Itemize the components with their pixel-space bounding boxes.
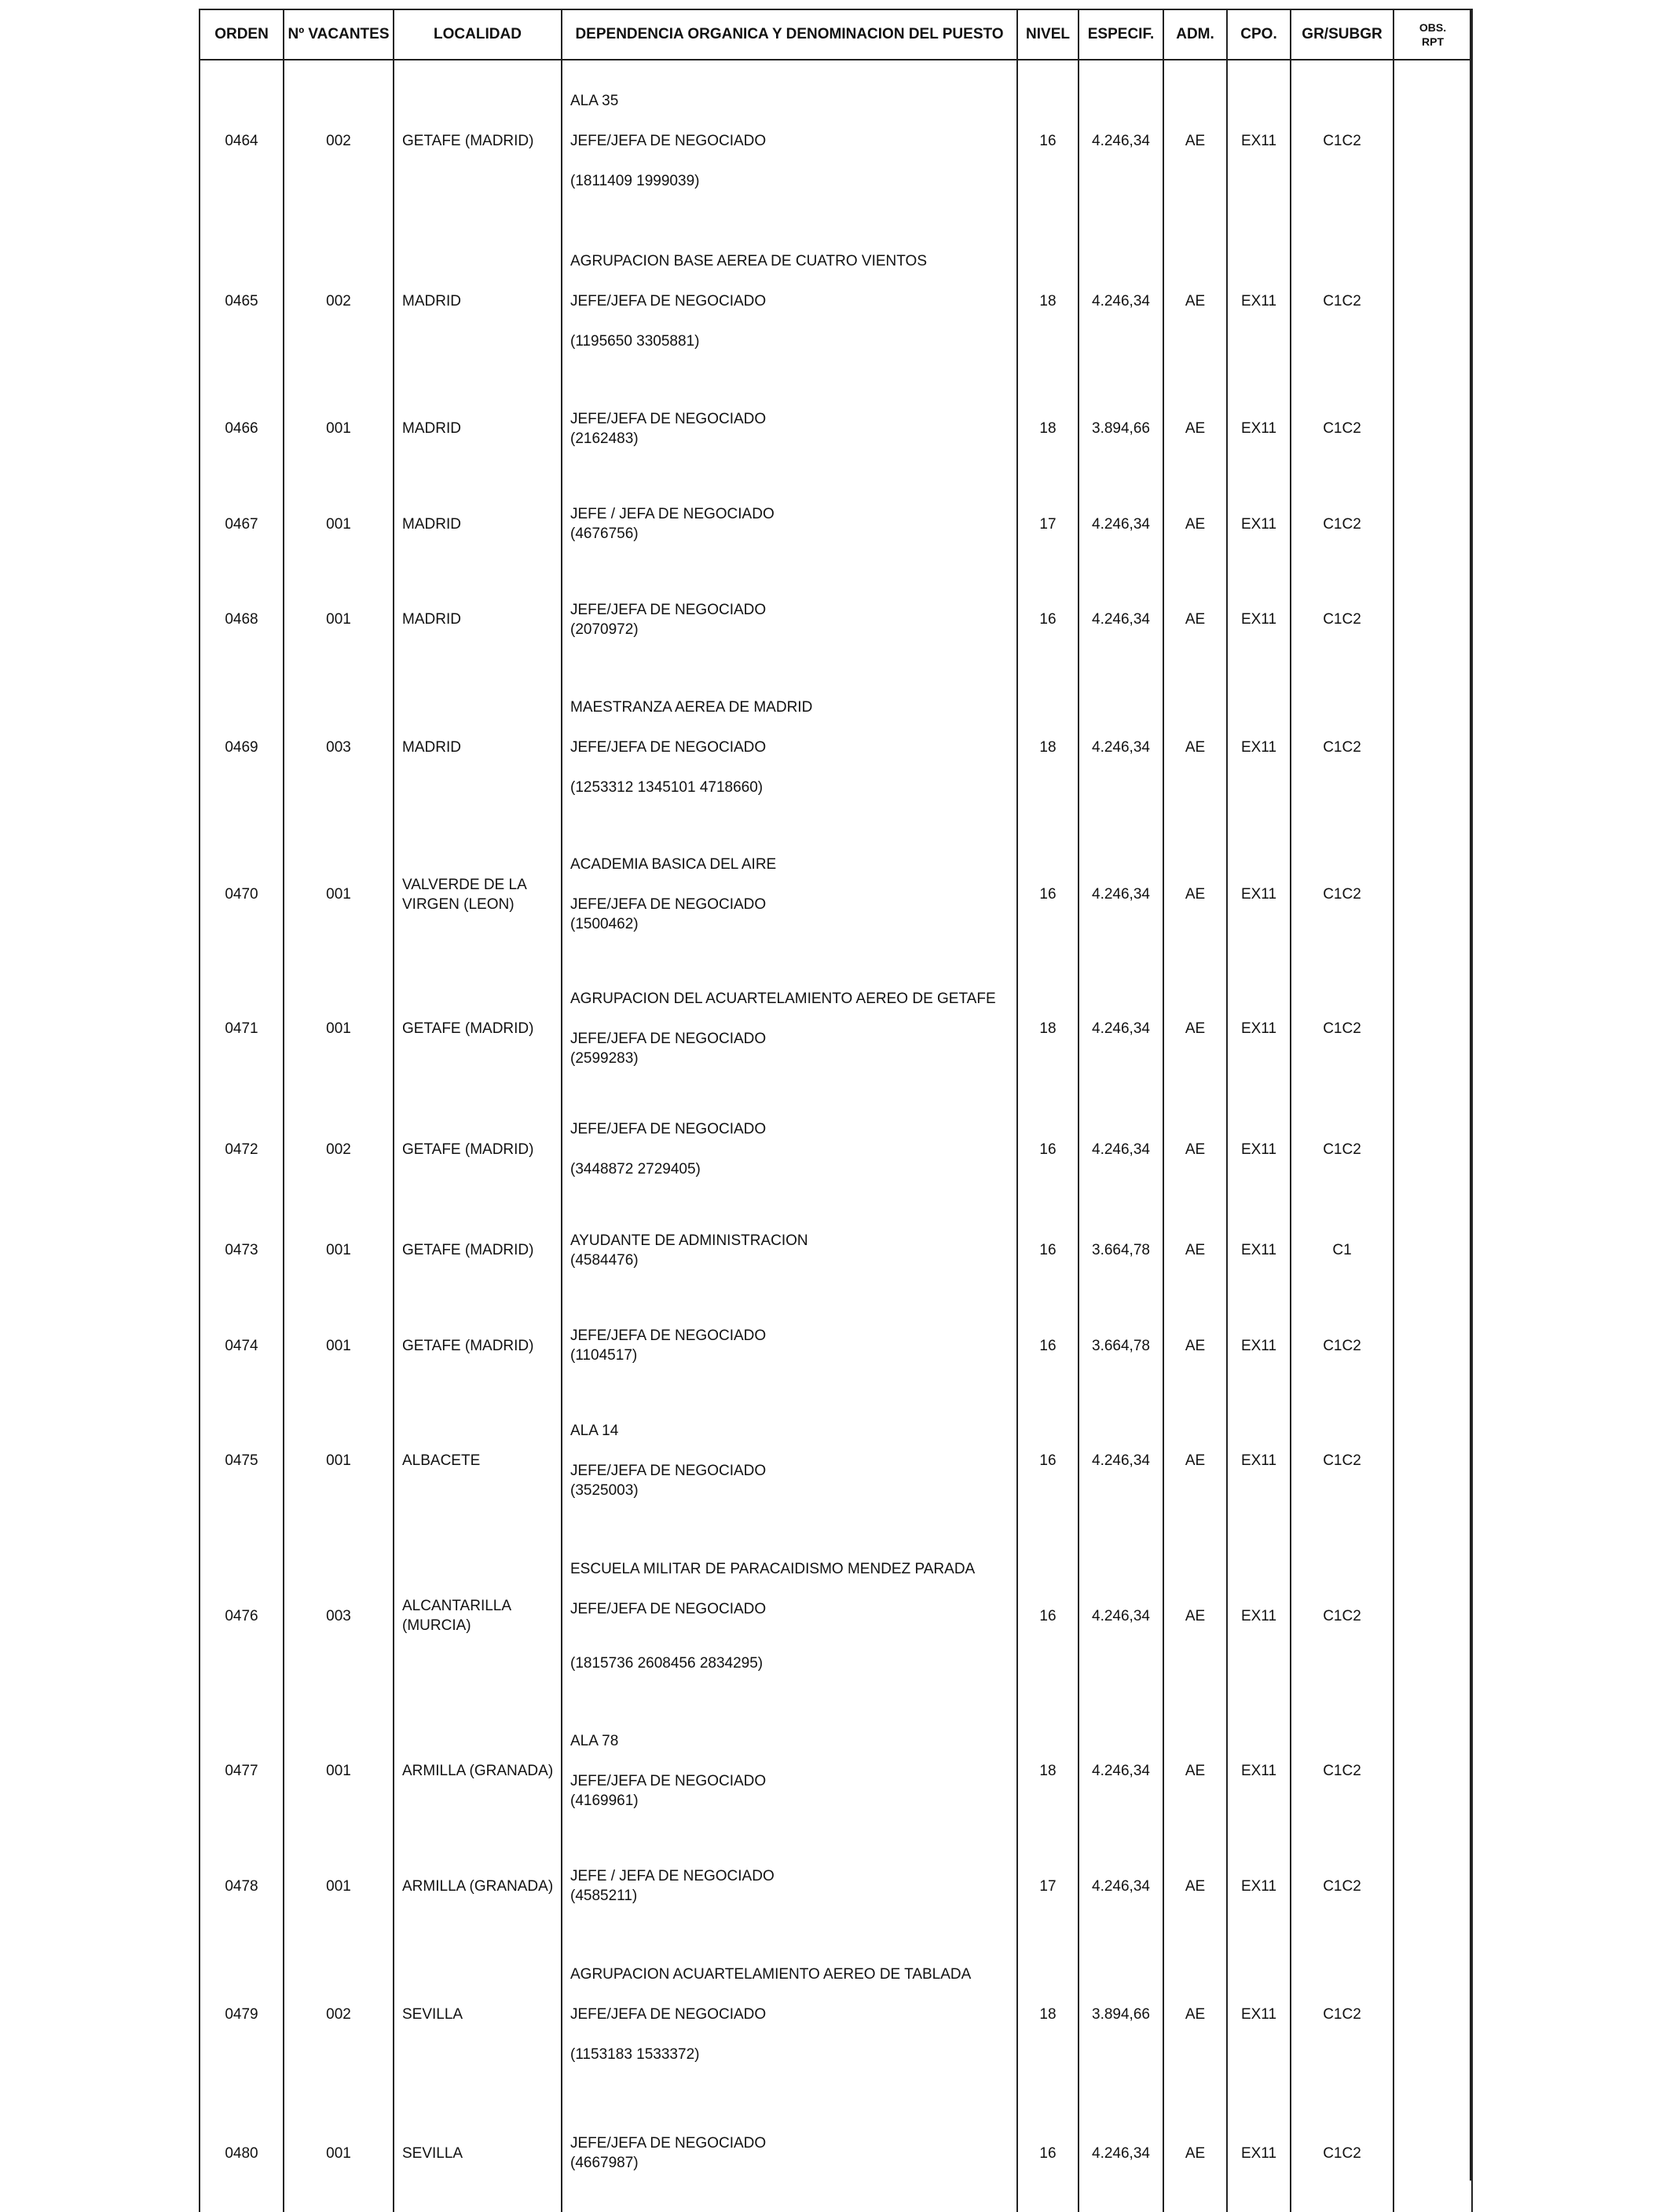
puesto-codes: (1500462) [570,916,639,932]
cell-grsubgr: C1C2 [1291,221,1393,381]
table-row [200,961,1472,1096]
cell-localidad: GETAFE (MADRID) [394,1298,562,1393]
dependencia-unit: ACADEMIA BASICA DEL AIRE [570,856,777,873]
cell-grsubgr: C1C2 [1291,1393,1393,1528]
puesto-name: JEFE / JEFA DE NEGOCIADO [570,1868,775,1884]
cell-adm: AE [1163,381,1227,476]
header-cpo: CPO. [1227,9,1291,60]
cell-obs-rpt [1393,381,1472,476]
cell-cpo: EX11 [1227,476,1291,572]
cell-localidad: ARMILLA (GRANADA) [394,1704,562,1838]
puesto-name: JEFE / JEFA DE NEGOCIADO [570,506,775,522]
cell-localidad: GETAFE (MADRID) [394,1096,562,1203]
cell-especif: 4.246,34 [1079,1704,1163,1838]
cell-nivel: 16 [1017,1393,1079,1528]
cell-localidad: MADRID [394,476,562,572]
header-localidad: LOCALIDAD [394,9,562,60]
cell-especif: 4.246,34 [1079,60,1163,221]
cell-grsubgr: C1C2 [1291,572,1393,667]
cell-vacantes: 001 [284,381,394,476]
table-body [200,60,1472,2212]
cell-vacantes: 001 [284,1838,394,1934]
cell-orden: 0469 [200,667,284,827]
cell-orden: 0477 [200,1704,284,1838]
puesto-codes: (3448872 2729405) [570,1161,701,1177]
cell-localidad: GETAFE (MADRID) [394,60,562,221]
cell-orden: 0465 [200,221,284,381]
cell-cpo: EX11 [1227,572,1291,667]
cell-adm: AE [1163,60,1227,221]
puesto-name: JEFE/JEFA DE NEGOCIADO [570,1773,767,1789]
cell-cpo: EX11 [1227,1298,1291,1393]
cell-nivel: 16 [1017,1096,1079,1203]
cell-vacantes: 003 [284,667,394,827]
cell-obs-rpt [1393,221,1472,381]
cell-especif: 4.246,34 [1079,667,1163,827]
cell-especif: 3.894,66 [1079,381,1163,476]
puesto-codes: (1195650 3305881) [570,332,700,350]
cell-dependencia [562,1528,1017,1704]
cell-adm: AE [1163,961,1227,1096]
puesto-codes: (4584476) [570,1251,639,1269]
cell-nivel: 18 [1017,667,1079,827]
dependencia-unit: AGRUPACION DEL ACUARTELAMIENTO AEREO DE GETAFE [570,991,996,1007]
puesto-name: JEFE/JEFA DE NEGOCIADO [570,2135,767,2152]
cell-adm: AE [1163,2094,1227,2212]
cell-vacantes: 001 [284,1393,394,1528]
cell-nivel: 16 [1017,1528,1079,1704]
puesto-codes: (4585211) [570,1888,638,1904]
cell-orden: 0464 [200,60,284,221]
cell-localidad: MADRID [394,572,562,667]
cell-dependencia [562,961,1017,1096]
puesto-codes: (1815736 2608456 2834295) [570,1654,764,1672]
cell-localidad: GETAFE (MADRID) [394,1203,562,1298]
cell-obs-rpt [1393,961,1472,1096]
cell-vacantes: 001 [284,572,394,667]
table-row [200,1096,1472,1203]
cell-dependencia [562,667,1017,827]
cell-obs-rpt [1393,1934,1472,2094]
cell-vacantes: 001 [284,2094,394,2212]
cell-nivel: 16 [1017,572,1079,667]
cell-orden: 0474 [200,1298,284,1393]
cell-orden: 0468 [200,572,284,667]
cell-cpo: EX11 [1227,1838,1291,1934]
table-row [200,1704,1472,1838]
vacancies-table [199,9,1473,2212]
puesto-name: JEFE/JEFA DE NEGOCIADO [570,292,767,309]
cell-grsubgr: C1C2 [1291,667,1393,827]
puesto-codes: (4169961) [570,1793,639,1809]
header-rpt: RPT [1422,35,1444,48]
cell-grsubgr: C1C2 [1291,1528,1393,1704]
cell-especif: 3.894,66 [1079,1934,1163,2094]
puesto-codes: (1253312 1345101 4718660) [570,778,764,796]
cell-especif: 4.246,34 [1079,572,1163,667]
cell-dependencia [562,1704,1017,1838]
puesto-name: JEFE/JEFA DE NEGOCIADO [570,410,767,427]
cell-grsubgr: C1C2 [1291,476,1393,572]
cell-obs-rpt [1393,476,1472,572]
cell-obs-rpt [1393,1838,1472,1934]
cell-nivel: 18 [1017,961,1079,1096]
header-obs: OBS. [1419,21,1447,34]
cell-adm: AE [1163,1934,1227,2094]
table-row [200,60,1472,221]
cell-vacantes: 001 [284,1203,394,1298]
cell-nivel: 18 [1017,381,1079,476]
cell-nivel: 18 [1017,221,1079,381]
puesto-name: JEFE/JEFA DE NEGOCIADO [570,2005,767,2023]
puesto-codes: (2162483) [570,430,639,447]
cell-cpo: EX11 [1227,1096,1291,1203]
cell-nivel: 16 [1017,827,1079,961]
cell-dependencia [562,221,1017,381]
table-row [200,1838,1472,1934]
cell-dependencia [562,60,1017,221]
table-row [200,221,1472,381]
header-obs-rpt [1393,9,1472,60]
cell-grsubgr: C1C2 [1291,1838,1393,1934]
cell-especif: 4.246,34 [1079,221,1163,381]
table-row [200,1528,1472,1704]
cell-adm: AE [1163,1393,1227,1528]
cell-grsubgr: C1C2 [1291,1298,1393,1393]
header-vacantes: Nº VACANTES [284,9,394,60]
puesto-name: JEFE/JEFA DE NEGOCIADO [570,1328,767,1344]
header-orden: ORDEN [200,9,284,60]
table-row [200,1203,1472,1298]
cell-grsubgr: C1C2 [1291,1704,1393,1838]
cell-vacantes: 003 [284,1528,394,1704]
puesto-name: AYUDANTE DE ADMINISTRACION [570,1232,808,1249]
cell-obs-rpt [1393,1298,1472,1393]
cell-nivel: 16 [1017,1203,1079,1298]
table-row [200,667,1472,827]
header-dependencia: DEPENDENCIA ORGANICA Y DENOMINACION DEL PUESTO [562,9,1017,60]
cell-localidad: MADRID [394,221,562,381]
cell-localidad: MADRID [394,381,562,476]
table-row [200,1934,1472,2094]
cell-grsubgr: C1C2 [1291,827,1393,961]
cell-adm: AE [1163,476,1227,572]
cell-orden: 0470 [200,827,284,961]
cell-obs-rpt [1393,827,1472,961]
cell-cpo: EX11 [1227,667,1291,827]
table-row [200,827,1472,961]
table-row [200,476,1472,572]
cell-especif: 3.664,78 [1079,1298,1163,1393]
cell-localidad: ALCANTARILLA (MURCIA) [394,1528,562,1704]
cell-grsubgr: C1C2 [1291,961,1393,1096]
cell-grsubgr: C1 [1291,1203,1393,1298]
cell-vacantes: 001 [284,1298,394,1393]
dependencia-unit: ALA 78 [570,1733,619,1749]
cell-cpo: EX11 [1227,1393,1291,1528]
cell-vacantes: 002 [284,221,394,381]
puesto-codes: (1104517) [570,1347,638,1364]
cell-orden: 0473 [200,1203,284,1298]
cell-orden: 0479 [200,1934,284,2094]
cell-orden: 0471 [200,961,284,1096]
table-row [200,1393,1472,1528]
cell-vacantes: 001 [284,827,394,961]
cell-adm: AE [1163,1096,1227,1203]
puesto-name: JEFE/JEFA DE NEGOCIADO [570,1031,767,1047]
puesto-name: JEFE/JEFA DE NEGOCIADO [570,1600,767,1617]
cell-cpo: EX11 [1227,381,1291,476]
cell-dependencia [562,827,1017,961]
cell-cpo: EX11 [1227,1528,1291,1704]
puesto-codes: (4676756) [570,526,639,542]
cell-vacantes: 001 [284,476,394,572]
cell-dependencia [562,572,1017,667]
cell-localidad: SEVILLA [394,1934,562,2094]
puesto-codes: (2599283) [570,1050,639,1067]
cell-nivel: 16 [1017,60,1079,221]
cell-dependencia [562,1298,1017,1393]
cell-cpo: EX11 [1227,1203,1291,1298]
cell-orden: 0476 [200,1528,284,1704]
cell-grsubgr: C1C2 [1291,2094,1393,2212]
cell-orden: 0480 [200,2094,284,2212]
cell-localidad: MADRID [394,667,562,827]
table-header [200,9,1472,60]
cell-nivel: 16 [1017,2094,1079,2212]
dependencia-unit: AGRUPACION ACUARTELAMIENTO AEREO DE TABLADA [570,1965,972,1983]
cell-dependencia [562,1393,1017,1528]
table-row [200,1298,1472,1393]
cell-obs-rpt [1393,667,1472,827]
cell-grsubgr: C1C2 [1291,60,1393,221]
cell-nivel: 16 [1017,1298,1079,1393]
cell-cpo: EX11 [1227,2094,1291,2212]
cell-especif: 3.664,78 [1079,1203,1163,1298]
dependencia-unit: ALA 35 [570,92,619,109]
cell-adm: AE [1163,221,1227,381]
cell-especif: 4.246,34 [1079,1838,1163,1934]
cell-adm: AE [1163,1704,1227,1838]
cell-dependencia [562,476,1017,572]
cell-especif: 4.246,34 [1079,827,1163,961]
cell-dependencia [562,1203,1017,1298]
cell-adm: AE [1163,572,1227,667]
puesto-name: JEFE/JEFA DE NEGOCIADO [570,738,767,756]
table-row [200,2094,1472,2212]
cell-obs-rpt [1393,1528,1472,1704]
cell-adm: AE [1163,667,1227,827]
header-especif: ESPECIF. [1079,9,1163,60]
cell-grsubgr: C1C2 [1291,1934,1393,2094]
header-nivel: NIVEL [1017,9,1079,60]
puesto-name: JEFE/JEFA DE NEGOCIADO [570,1463,767,1479]
cell-especif: 4.246,34 [1079,1393,1163,1528]
cell-nivel: 17 [1017,476,1079,572]
puesto-name: JEFE/JEFA DE NEGOCIADO [570,601,767,618]
cell-especif: 4.246,34 [1079,1528,1163,1704]
cell-nivel: 18 [1017,1704,1079,1838]
cell-localidad: ARMILLA (GRANADA) [394,1838,562,1934]
cell-orden: 0466 [200,381,284,476]
puesto-codes: (3525003) [570,1482,639,1499]
cell-grsubgr: C1C2 [1291,1096,1393,1203]
cell-orden: 0475 [200,1393,284,1528]
cell-cpo: EX11 [1227,1934,1291,2094]
cell-vacantes: 002 [284,60,394,221]
puesto-codes: (4667987) [570,2155,639,2171]
cell-especif: 4.246,34 [1079,2094,1163,2212]
puesto-codes: (1153183 1533372) [570,2045,700,2063]
cell-vacantes: 002 [284,1934,394,2094]
cell-vacantes: 001 [284,961,394,1096]
cell-adm: AE [1163,1528,1227,1704]
cell-dependencia [562,1934,1017,2094]
header-grsubgr: GR/SUBGR [1291,9,1393,60]
puesto-name: JEFE/JEFA DE NEGOCIADO [570,132,767,149]
cell-cpo: EX11 [1227,1704,1291,1838]
cell-dependencia [562,1096,1017,1203]
cell-dependencia [562,2094,1017,2212]
cell-especif: 4.246,34 [1079,476,1163,572]
cell-grsubgr: C1C2 [1291,381,1393,476]
puesto-name: JEFE/JEFA DE NEGOCIADO [570,896,767,913]
cell-adm: AE [1163,1838,1227,1934]
cell-especif: 4.246,34 [1079,961,1163,1096]
dependencia-unit: ALA 14 [570,1423,619,1439]
table-row [200,381,1472,476]
header-adm: ADM. [1163,9,1227,60]
cell-localidad: GETAFE (MADRID) [394,961,562,1096]
cell-dependencia [562,381,1017,476]
puesto-codes: (2070972) [570,621,639,638]
puesto-codes: (1811409 1999039) [570,172,700,189]
cell-vacantes: 002 [284,1096,394,1203]
cell-obs-rpt [1393,1704,1472,1838]
cell-orden: 0472 [200,1096,284,1203]
cell-obs-rpt [1393,2094,1472,2212]
cell-localidad: VALVERDE DE LA VIRGEN (LEON) [394,827,562,961]
cell-nivel: 17 [1017,1838,1079,1934]
cell-cpo: EX11 [1227,961,1291,1096]
cell-obs-rpt [1393,60,1472,221]
cell-cpo: EX11 [1227,827,1291,961]
cell-orden: 0478 [200,1838,284,1934]
cell-adm: AE [1163,1298,1227,1393]
dependencia-unit: AGRUPACION BASE AEREA DE CUATRO VIENTOS [570,252,927,269]
cell-adm: AE [1163,1203,1227,1298]
cell-obs-rpt [1393,1096,1472,1203]
cell-localidad: SEVILLA [394,2094,562,2212]
puesto-name: JEFE/JEFA DE NEGOCIADO [570,1121,767,1137]
cell-obs-rpt [1393,1393,1472,1528]
cell-nivel: 18 [1017,1934,1079,2094]
cell-cpo: EX11 [1227,221,1291,381]
cell-especif: 4.246,34 [1079,1096,1163,1203]
cell-dependencia [562,1838,1017,1934]
dependencia-unit: MAESTRANZA AEREA DE MADRID [570,698,813,716]
cell-vacantes: 001 [284,1704,394,1838]
cell-adm: AE [1163,827,1227,961]
cell-localidad: ALBACETE [394,1393,562,1528]
cell-obs-rpt [1393,572,1472,667]
cell-orden: 0467 [200,476,284,572]
cell-cpo: EX11 [1227,60,1291,221]
cell-obs-rpt [1393,1203,1472,1298]
dependencia-unit: ESCUELA MILITAR DE PARACAIDISMO MENDEZ PARADA [570,1560,976,1577]
table-row [200,572,1472,667]
